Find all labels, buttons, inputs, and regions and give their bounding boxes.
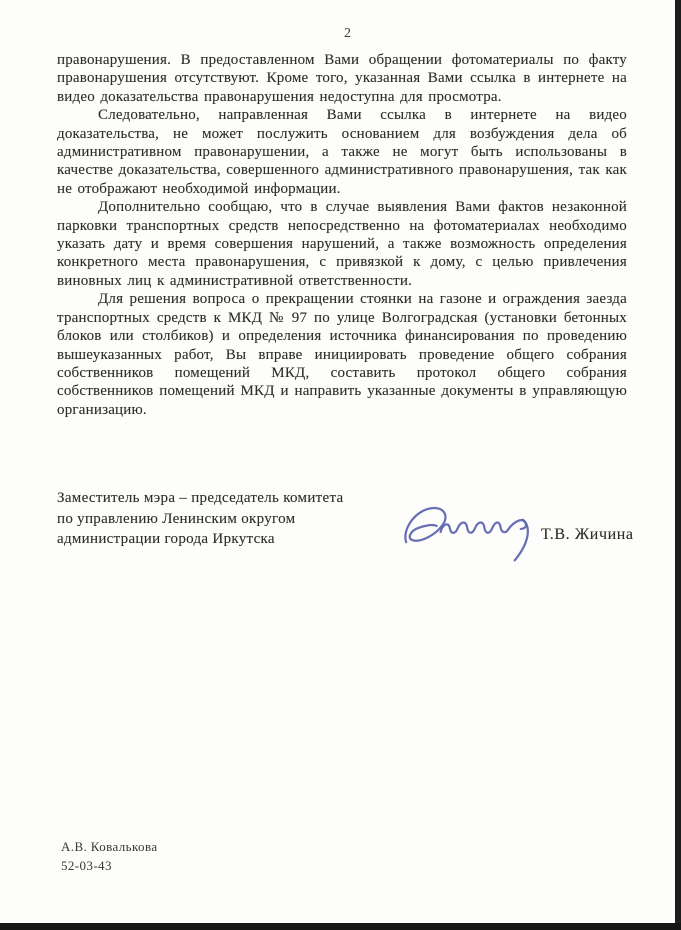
- scan-edge-right: [675, 0, 681, 930]
- paragraph-2: Следовательно, направленная Вами ссылка в интернете на видео доказательства, не может послужить основанием для возбуждения дела об административном правонарушении, а также не могут быть использованы в качестве доказательства, совершенного административного правонарушения, так как не отображают необходимой информации.: [57, 107, 627, 197]
- executor-footer: [61, 838, 158, 875]
- handwritten-signature-ink: [396, 497, 538, 571]
- paragraph-1: правонарушения. В предоставленном Вами обращении фотоматериалы по факту правонарушения отсутствуют. Кроме того, указанная Вами ссылка в интернете на видео доказательства правонарушения недоступна для просмотра.: [57, 52, 627, 105]
- scan-edge-bottom: [0, 923, 681, 930]
- letter-body: [57, 51, 627, 419]
- paragraph-4: Для решения вопроса о прекращении стоянки на газоне и ограждения заезда транспортных средств к МКД № 97 по улице Волгоградская (установки бетонных блоков или столбиков) и определения источника финансирования по проведению вышеуказанных работ, Вы вправе инициировать проведение общего собрания собственников помещений МКД, составить протокол общего собрания собственников помещений МКД и направить указанные документы в управляющую организацию.: [57, 291, 627, 418]
- signer-position-line: по управлению Ленинским округом: [57, 510, 296, 527]
- signer-position-block: [57, 488, 343, 550]
- executor-name: А.В. Ковалькова: [61, 839, 158, 854]
- signer-position-line: Заместитель мэра – председатель комитета: [57, 490, 344, 506]
- signer-name: Т.В. Жичина: [541, 526, 634, 543]
- signer-position-line: администрации города Иркутска: [57, 531, 275, 547]
- executor-phone: 52-03-43: [61, 857, 112, 873]
- page-number: 2: [344, 26, 351, 41]
- paragraph-3: Дополнительно сообщаю, что в случае выявления Вами фактов незаконной парковки транспортных средств непосредственно на фотоматериалах необходимо указать дату и время совершения нарушений, а также возможность определения конкретного места правонарушения, с привязкой к дому, с целью привлечения виновных лиц к административной ответственности.: [57, 199, 627, 289]
